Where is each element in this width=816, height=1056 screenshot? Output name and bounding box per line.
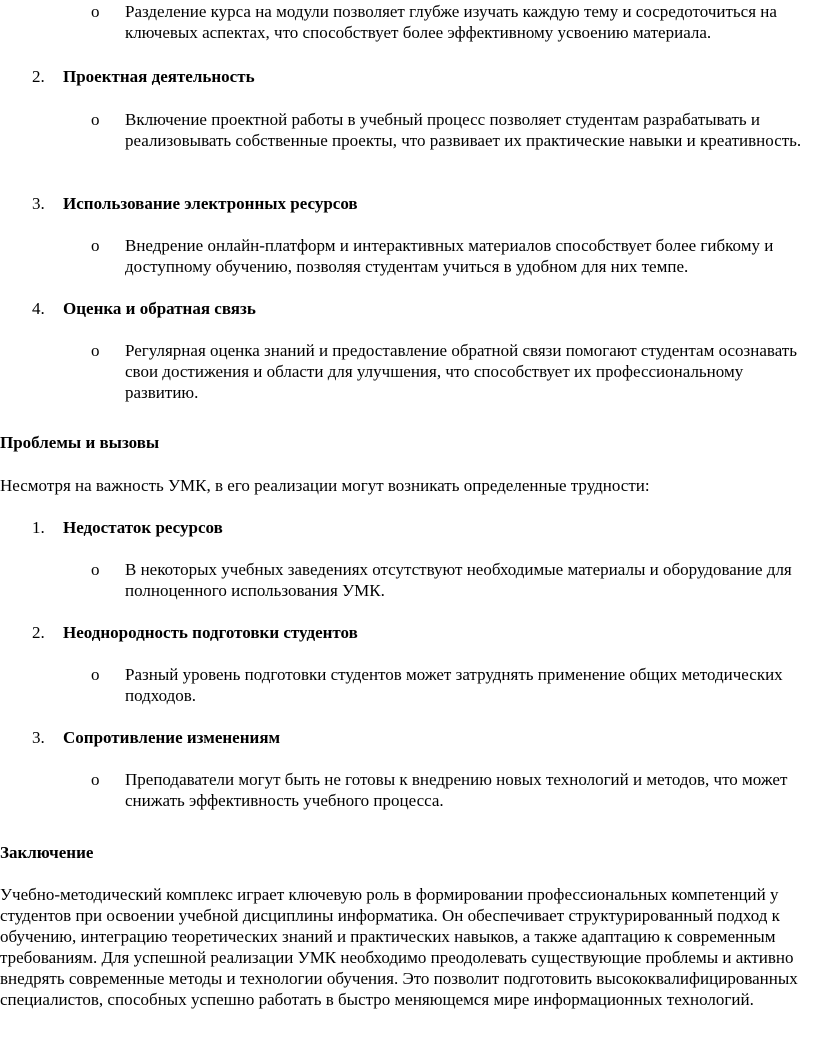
paragraph: Учебно-методический комплекс играет ключевую роль в формировании профессиональных компетенций у студентов при освоении учебной дисциплины информатика. Он обеспечивает структурированный подход к обучению, интеграцию теоретических знаний и практических навыков, а также адаптацию к современным требованиям. Для успешной реализации УМК необходимо преодолевать существующие проблемы и активно внедрять современные методы и технологии обучения. Это позволит подготовить высококвалифицированных специалистов, способных успешно работать в быстро меняющемся мире информационных технологий. [0,885,798,1009]
list-number: 4. [32,299,45,318]
paragraph: Несмотря на важность УМК, в его реализации могут возникать определенные трудности: [0,476,650,495]
list-item-title: Оценка и обратная связь [63,299,256,318]
bullet-text: Разделение курса на модули позволяет глубже изучать каждую тему и сосредоточиться на ключевых аспектах, что способствует более эффективному усвоению материала. [125,2,777,42]
list-number: 1. [32,518,45,537]
bullet-item [91,1,815,43]
bullet-item [91,769,815,811]
list-number: 2. [32,67,45,86]
bullet-item [91,109,815,151]
bullet-marker: o [91,560,100,579]
list-number: 2. [32,623,45,642]
bullet-marker: o [91,665,100,684]
list-number: 3. [32,194,45,213]
bullet-marker: o [91,341,100,360]
bullet-item [91,235,815,277]
bullet-text: Преподаватели могут быть не готовы к внедрению новых технологий и методов, что может снижать эффективность учебного процесса. [125,770,788,810]
list-number: 3. [32,728,45,747]
bullet-text: Разный уровень подготовки студентов может затруднять применение общих методических подходов. [125,665,783,705]
bullet-text: Регулярная оценка знаний и предоставление обратной связи помогают студентам осознавать свои достижения и области для улучшения, что способствует их профессиональному развитию. [125,341,797,402]
section-heading: Заключение [0,843,94,862]
bullet-item [91,340,815,403]
bullet-marker: o [91,236,100,255]
bullet-item [91,664,815,706]
bullet-marker: o [91,2,100,21]
section-heading: Проблемы и вызовы [0,433,160,452]
bullet-text: Внедрение онлайн-платформ и интерактивных материалов способствует более гибкому и доступному обучению, позволяя студентам учиться в удобном для них темпе. [125,236,774,276]
bullet-text: В некоторых учебных заведениях отсутствуют необходимые материалы и оборудование для полноценного использования УМК. [125,560,792,600]
list-item-title: Неоднородность подготовки студентов [63,623,358,642]
list-item-title: Проектная деятельность [63,67,255,86]
list-item-title: Недостаток ресурсов [63,518,223,537]
list-item-title: Использование электронных ресурсов [63,194,358,213]
list-item-title: Сопротивление изменениям [63,728,281,747]
bullet-marker: o [91,770,100,789]
bullet-item [91,559,815,601]
bullet-text: Включение проектной работы в учебный процесс позволяет студентам разрабатывать и реализовывать собственные проекты, что развивает их практические навыки и креативность. [125,110,802,150]
bullet-marker: o [91,110,100,129]
